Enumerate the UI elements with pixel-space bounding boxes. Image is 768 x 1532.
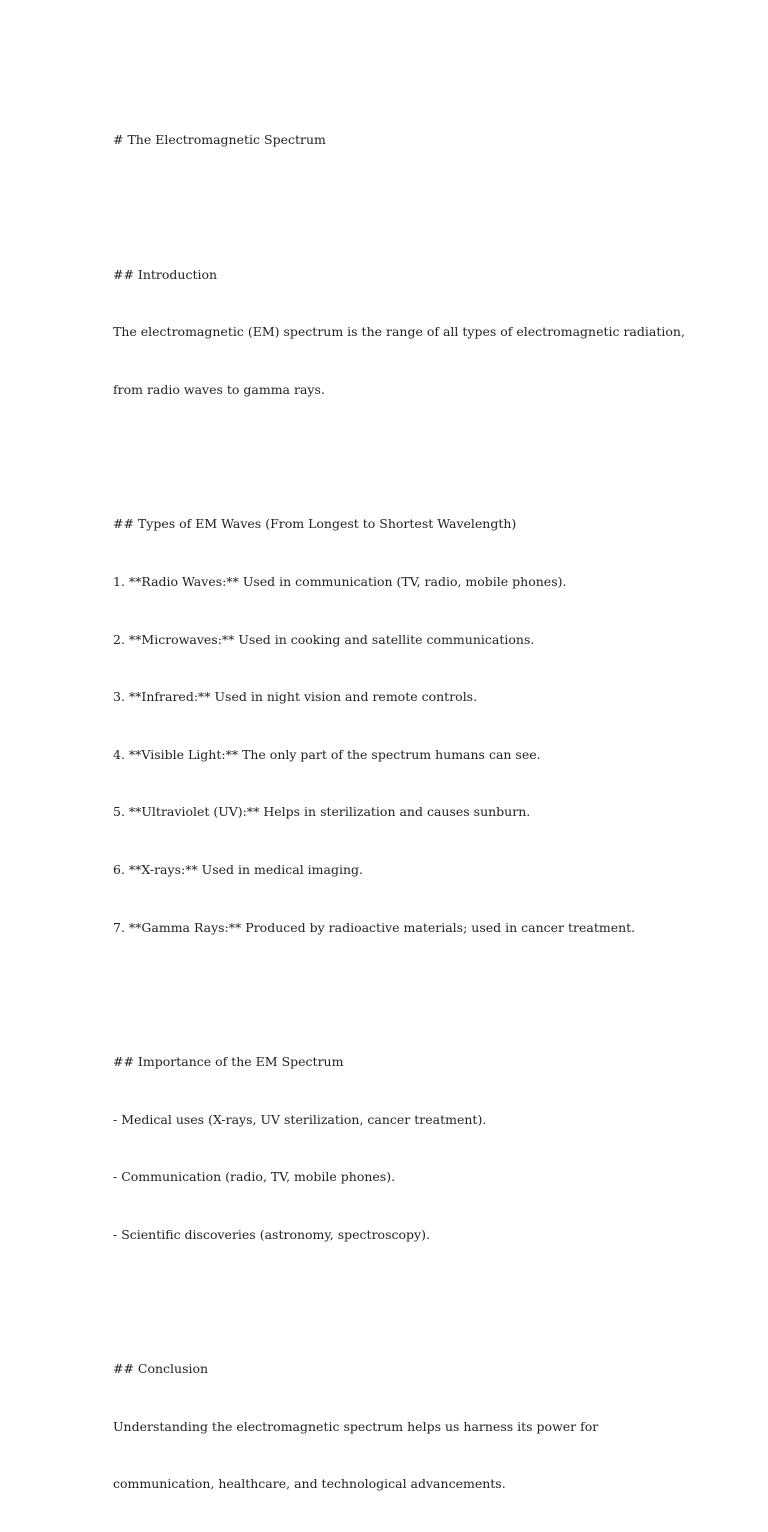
introduction-line: The electromagnetic (EM) spectrum is the range of all types of electromagnetic radiation, (113, 324, 685, 340)
document-title: # The Electromagnetic Spectrum (113, 132, 326, 148)
types-list-item: 7. **Gamma Rays:** Produced by radioactive materials; used in cancer treatment. (113, 919, 636, 935)
importance-heading: ## Importance of the EM Spectrum (113, 1053, 344, 1069)
introduction-line: from radio waves to gamma rays. (113, 381, 325, 397)
importance-list-item: - Scientific discoveries (astronomy, spectroscopy). (113, 1226, 430, 1242)
conclusion-line: communication, healthcare, and technological advancements. (113, 1476, 506, 1492)
blank-line (113, 1282, 713, 1301)
types-list-item: 2. **Microwaves:** Used in cooking and satellite communications. (113, 631, 535, 647)
types-list-item: 5. **Ultraviolet (UV):** Helps in sterilization and causes sunburn. (113, 804, 531, 820)
blank-line (113, 438, 713, 457)
document-body (113, 92, 713, 1532)
introduction-heading: ## Introduction (113, 266, 218, 282)
types-list-item: 6. **X-rays:** Used in medical imaging. (113, 861, 364, 877)
types-list-item: 4. **Visible Light:** The only part of the spectrum humans can see. (113, 746, 541, 762)
importance-list-item: - Communication (radio, TV, mobile phones). (113, 1169, 396, 1185)
conclusion-line: Understanding the electromagnetic spectrum helps us harness its power for (113, 1418, 599, 1434)
blank-line (113, 188, 713, 207)
blank-line (113, 975, 713, 994)
types-heading: ## Types of EM Waves (From Longest to Shortest Wavelength) (113, 516, 517, 532)
importance-list-item: - Medical uses (X-rays, UV sterilization, cancer treatment). (113, 1111, 487, 1127)
conclusion-heading: ## Conclusion (113, 1361, 209, 1377)
types-list-item: 1. **Radio Waves:** Used in communication (TV, radio, mobile phones). (113, 573, 567, 589)
types-list-item: 3. **Infrared:** Used in night vision and remote controls. (113, 689, 478, 705)
